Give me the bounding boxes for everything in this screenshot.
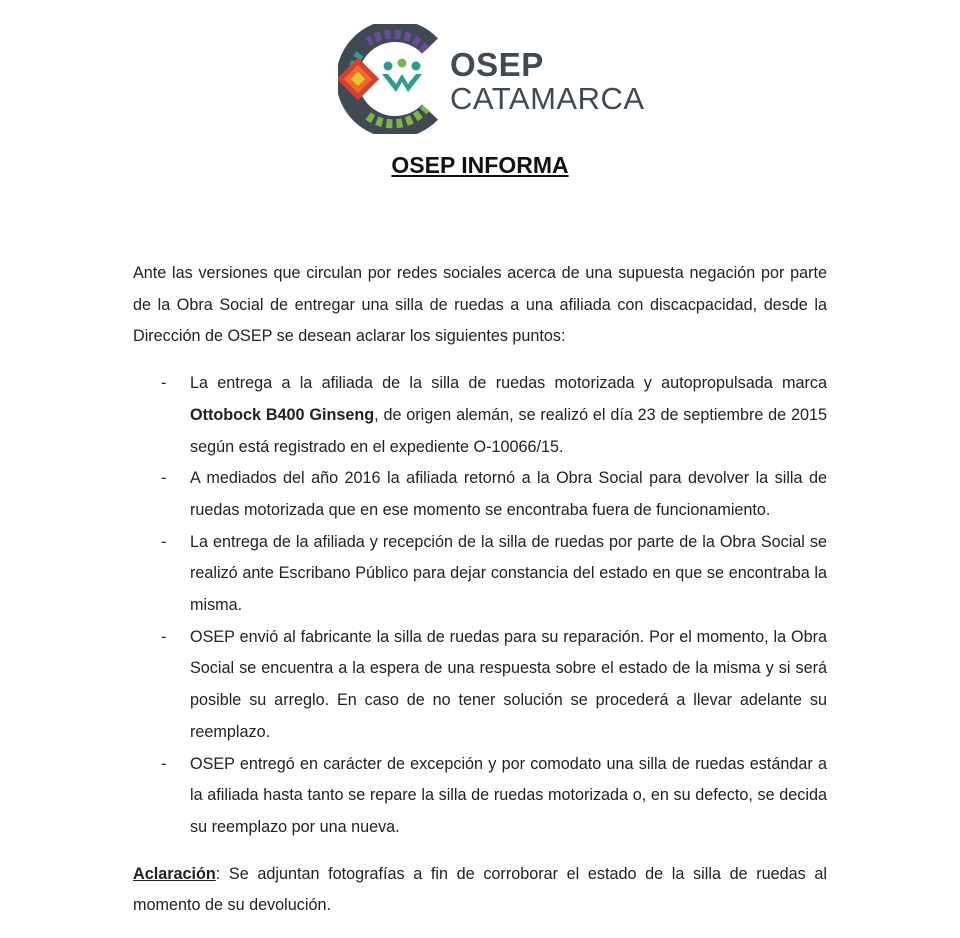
point-text: OSEP entregó en carácter de excepción y por comodato una silla de ruedas estándar a la afiliada hasta tanto se repare la silla de ruedas motorizada o, en su defecto, se decida su reemplazo por una nueva. <box>190 754 827 836</box>
list-item <box>133 622 827 749</box>
bullet-dash: - <box>161 532 167 551</box>
list-item <box>133 368 827 463</box>
point-text-after: , de origen alemán, se realizó el día 23 de septiembre de 2015 según está registrado en el expediente O-10066/15. <box>190 405 828 456</box>
bullet-dash: - <box>161 754 167 773</box>
bullet-dash: - <box>161 374 167 393</box>
point-text-before: La entrega a la afiliada de la silla de ruedas motorizada y autopropulsada marca <box>190 374 827 393</box>
logo-line-catamarca: CATAMARCA <box>450 81 645 116</box>
document-heading: OSEP INFORMA <box>391 152 569 178</box>
points-list <box>133 368 827 844</box>
list-item <box>133 749 827 844</box>
list-item <box>133 463 827 526</box>
clarification-text: : Se adjuntan fotografías a fin de corroborar el estado de la silla de ruedas al momento de su devolución. <box>133 864 827 915</box>
point-bold-text: Ottobock B400 Ginseng <box>190 405 375 424</box>
clarification-note <box>133 859 827 922</box>
osep-logo <box>338 24 645 134</box>
logo-line-osep: OSEP <box>450 46 544 83</box>
point-text: A mediados del año 2016 la afiliada retornó a la Obra Social para devolver la silla de ruedas motorizada que en ese momento se encontraba fuera de funcionamiento. <box>190 469 827 519</box>
bullet-dash: - <box>161 469 167 488</box>
point-text: La entrega de la afiliada y recepción de la silla de ruedas por parte de la Obra Social se realizó ante Escribano Público para dejar constancia del estado en que se encontraba la misma. <box>190 532 827 615</box>
document-body <box>133 258 827 922</box>
bullet-dash: - <box>161 627 167 646</box>
list-item <box>133 527 827 622</box>
logo-wordmark <box>450 48 645 114</box>
intro-paragraph: Ante las versiones que circulan por redes sociales acerca de una supuesta negación por parte de la Obra Social de entregar una silla de ruedas a una afiliada con discacpacidad, desde la Dirección de OSEP se desean aclarar los siguientes puntos: <box>133 264 827 346</box>
clarification-label: Aclaración <box>133 864 216 883</box>
point-text: OSEP envió al fabricante la silla de ruedas para su reparación. Por el momento, la Obra Social se encuentra a la espera de una respuesta sobre el estado de la misma y si será posible su arreglo. En caso de no tener solución se procederá a llevar adelante su reemplazo. <box>190 627 827 741</box>
osep-emblem-icon <box>338 24 448 134</box>
